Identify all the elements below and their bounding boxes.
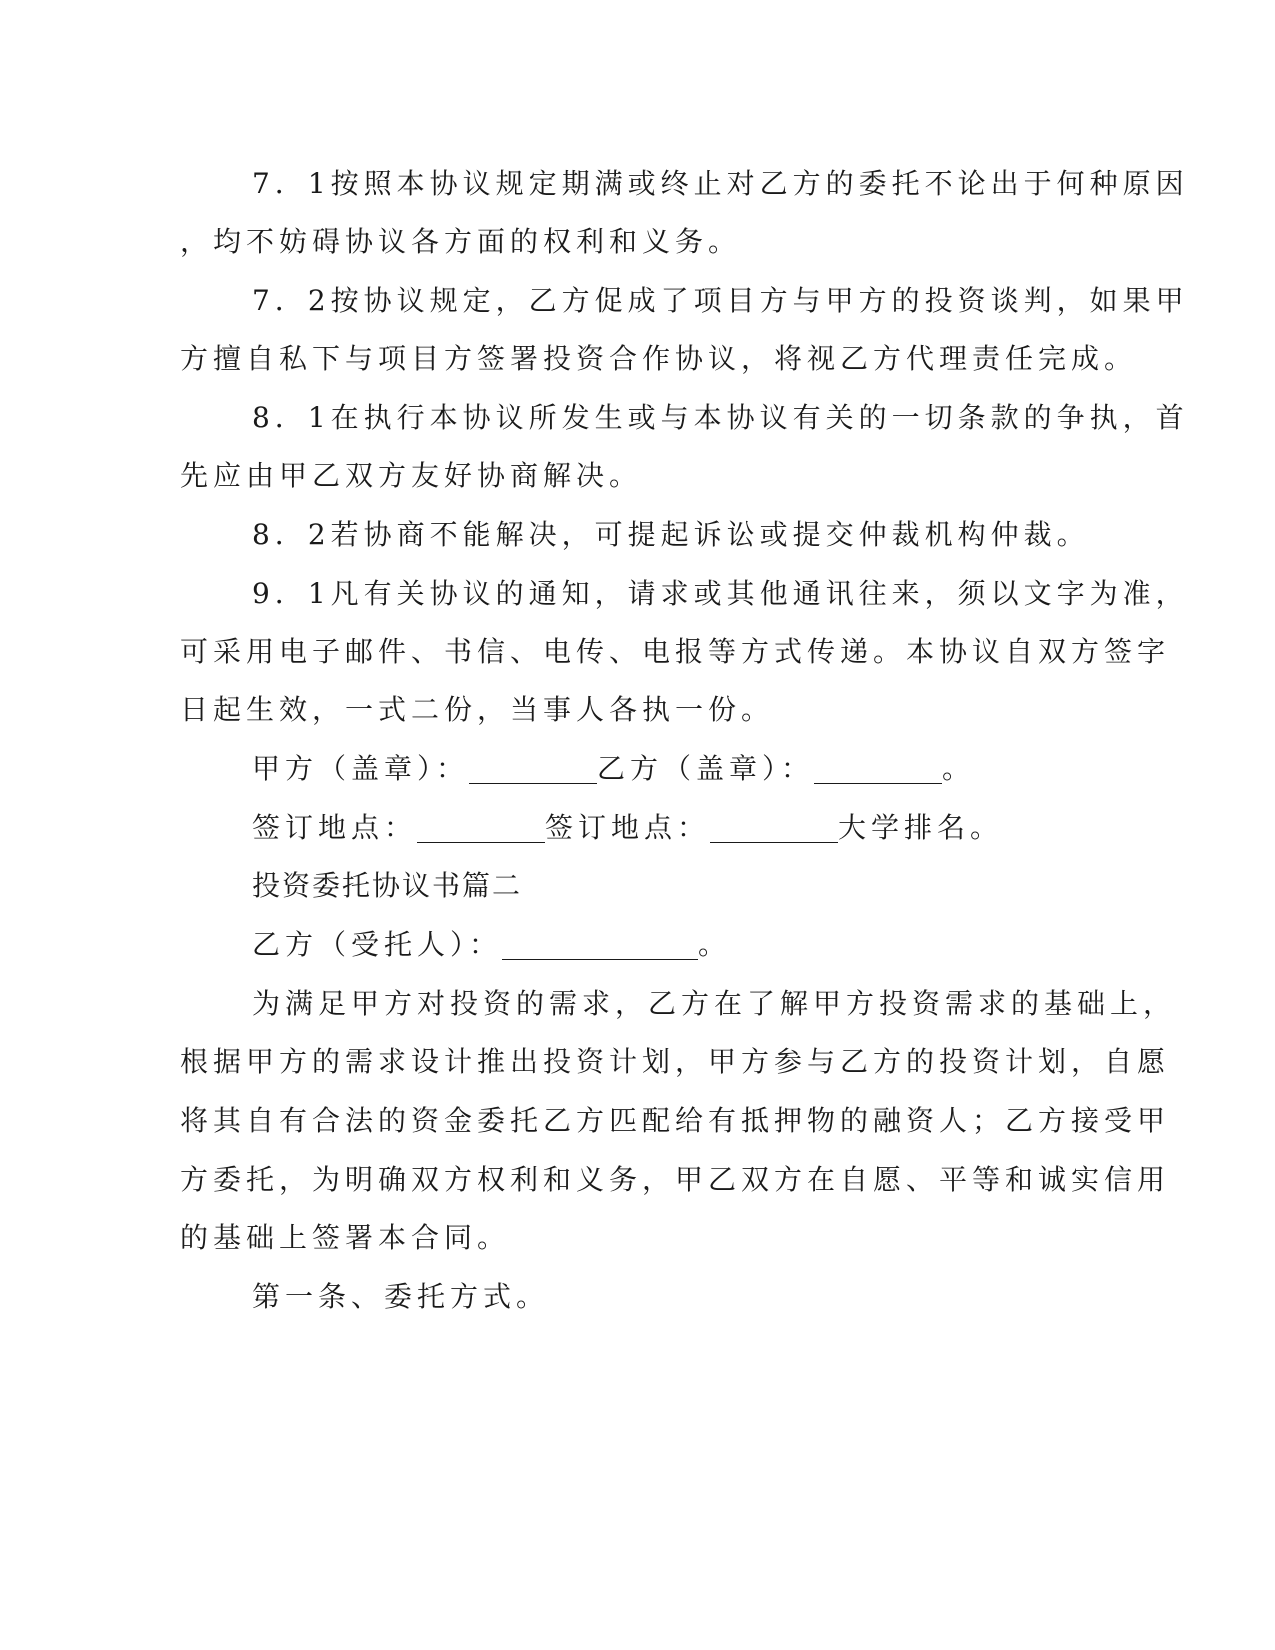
body-line-2: 根据甲方的需求设计推出投资计划，甲方参与乙方的投资计划，自愿 [180,1045,1171,1078]
location-suffix: 大学排名。 [838,811,1004,844]
clause-7-1-line-1: 7．1按照本协议规定期满或终止对乙方的委托不论出于何种原因 [252,167,1189,200]
clause-8-2: 8．2若协商不能解决，可提起诉讼或提交仲裁机构仲裁。 [252,518,1090,551]
body-line-5: 的基础上签署本合同。 [180,1221,511,1254]
party-a-seal-label: 甲方（盖章）： [252,752,470,785]
location-label-2: 签订地点： [545,811,711,844]
clause-8-1-line-1: 8．1在执行本协议所发生或与本协议有关的一切条款的争执，首 [252,401,1189,434]
trustee-end-mark: 。 [698,928,732,961]
location-line [252,808,1003,848]
trustee-line [252,925,731,965]
clause-7-1-line-2: ，均不妨碍协议各方面的权利和义务。 [180,225,742,258]
body-line-3: 将其自有合法的资金委托乙方匹配给有抵押物的融资人；乙方接受甲 [180,1104,1171,1137]
party-b-seal-label: 乙方（盖章）： [597,752,815,785]
signature-line [252,749,975,789]
trustee-label: 乙方（受托人）： [252,928,503,961]
clause-8-1-line-2: 先应由甲乙双方友好协商解决。 [180,459,643,492]
location-blank-1[interactable] [417,812,545,843]
party-b-seal-blank[interactable] [814,753,942,784]
signature-end-mark: 。 [942,752,976,785]
trustee-blank[interactable] [502,929,698,960]
location-label-1: 签订地点： [252,811,418,844]
clause-7-2-line-2: 方擅自私下与项目方签署投资合作协议，将视乙方代理责任完成。 [180,342,1138,375]
body-line-4: 方委托，为明确双方权利和义务，甲乙双方在自愿、平等和诚实信用 [180,1163,1171,1196]
clause-7-2-line-1: 7．2按协议规定，乙方促成了项目方与甲方的投资谈判，如果甲 [252,284,1189,317]
clause-9-1-line-1: 9．1凡有关协议的通知，请求或其他通讯往来，须以文字为准， [252,577,1189,610]
section-title: 投资委托协议书篇二 [252,869,523,902]
clause-9-1-line-3: 日起生效，一式二份，当事人各执一份。 [180,693,775,726]
body-line-1: 为满足甲方对投资的需求，乙方在了解甲方投资需求的基础上， [252,987,1177,1020]
location-blank-2[interactable] [710,812,838,843]
article-1-heading: 第一条、委托方式。 [252,1280,550,1313]
clause-9-1-line-2: 可采用电子邮件、书信、电传、电报等方式传递。本协议自双方签字 [180,635,1171,668]
party-a-seal-blank[interactable] [469,753,597,784]
